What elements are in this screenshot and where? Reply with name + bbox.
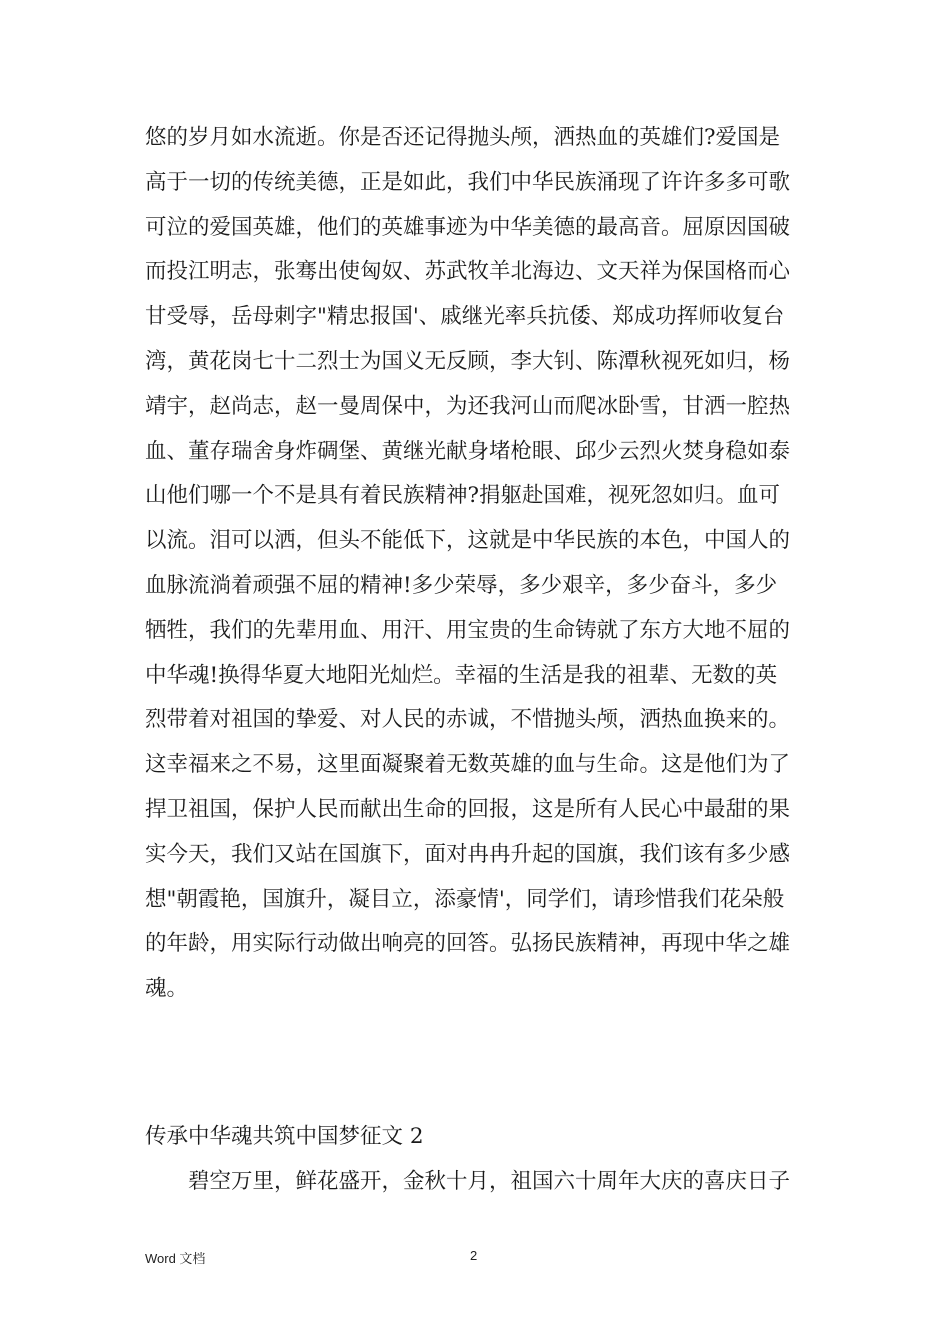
text-line: 甘受辱，岳母刺字"精忠报国'、戚继光率兵抗倭、郑成功挥师收复台: [145, 304, 785, 330]
text-line: 魂。: [145, 976, 189, 1002]
text-line: 的年龄，用实际行动做出响亮的回答。弘扬民族精神，再现中华之雄: [145, 931, 791, 957]
text-line: 悠的岁月如水流逝。你是否还记得抛头颅，洒热血的英雄们?爱国是: [145, 125, 781, 150]
section-heading: 传承中华魂共筑中国梦征文 2: [145, 1124, 424, 1149]
text-line: 实今天，我们又站在国旗下，面对冉冉升起的国旗，我们该有多少感: [145, 841, 791, 867]
body-text: [145, 116, 810, 1012]
text-line: 烈带着对祖国的挚爱、对人民的赤诚，不惜抛头颅，洒热血换来的。: [145, 707, 791, 733]
text-line: 以流。泪可以洒，但头不能低下，这就是中华民族的本色，中国人的: [145, 528, 791, 554]
text-line: 想"朝霞艳，国旗升，凝目立，添豪情'，同学们，请珍惜我们花朵般: [145, 886, 785, 912]
text-line: 中华魂!换得华夏大地阳光灿烂。幸福的生活是我的祖辈、无数的英: [145, 662, 778, 688]
text-line: 山他们哪一个不是具有着民族精神?捐躯赴国难，视死忽如归。血可: [145, 483, 781, 509]
text-line: 湾，黄花岗七十二烈士为国义无反顾，李大钊、陈潭秋视死如归，杨: [145, 348, 791, 374]
paragraph-first-line: 碧空万里，鲜花盛开，金秋十月，祖国六十周年大庆的喜庆日子: [188, 1169, 791, 1194]
text-line: 而投江明志，张骞出使匈奴、苏武牧羊北海边、文天祥为保国格而心: [145, 259, 791, 285]
text-line: 牺牲，我们的先辈用血、用汗、用宝贵的生命铸就了东方大地不屈的: [145, 617, 791, 643]
text-line: 血、董存瑞舍身炸碉堡、黄继光献身堵枪眼、邱少云烈火焚身稳如泰: [145, 438, 791, 464]
text-line: 这幸福来之不易，这里面凝聚着无数英雄的血与生命。这是他们为了: [145, 752, 791, 778]
page-number: 2: [470, 1248, 478, 1263]
text-line: 高于一切的传统美德，正是如此，我们中华民族涌现了许许多多可歌: [145, 169, 791, 195]
text-line: 血脉流淌着顽强不屈的精神!多少荣辱，多少艰辛，多少奋斗，多少: [145, 572, 778, 598]
text-line: 靖宇，赵尚志，赵一曼周保中，为还我河山而爬冰卧雪，甘洒一腔热: [145, 393, 791, 419]
text-line: 可泣的爱国英雄，他们的英雄事迹为中华美德的最高音。屈原因国破: [145, 214, 791, 240]
footer-label: Word 文档: [145, 1251, 206, 1266]
text-line: 捍卫祖国，保护人民而献出生命的回报，这是所有人民心中最甜的果: [145, 796, 791, 822]
